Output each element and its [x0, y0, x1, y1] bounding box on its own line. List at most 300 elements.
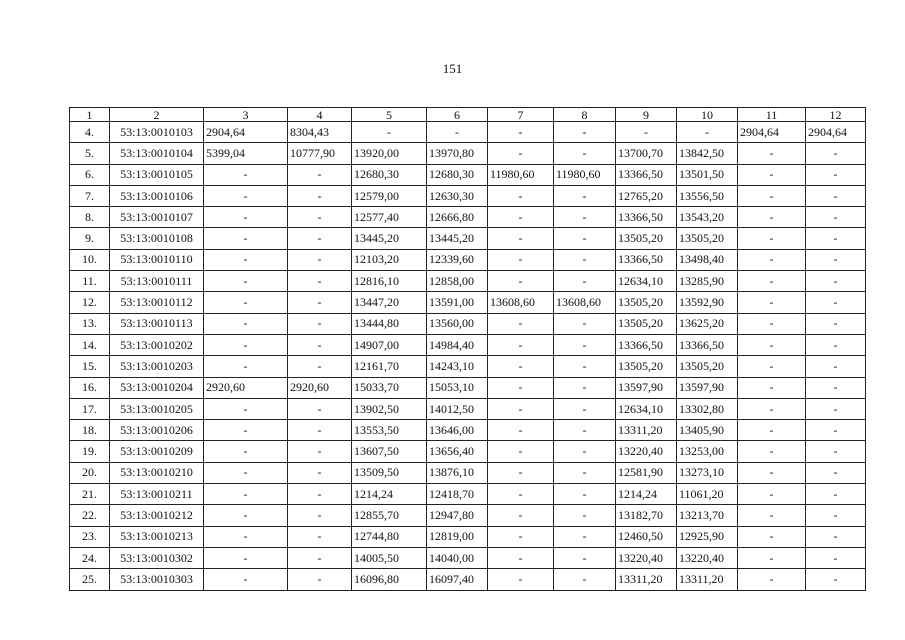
row-number-cell: 24. — [70, 547, 110, 568]
value-cell-col-8: - — [554, 143, 616, 164]
value-cell-col-3: - — [204, 569, 288, 590]
table-row — [70, 122, 866, 143]
value-cell-col-11: - — [738, 356, 806, 377]
value-cell-col-11: - — [738, 547, 806, 568]
table-row — [70, 249, 866, 270]
row-number-cell: 5. — [70, 143, 110, 164]
cadastral-number-cell: 53:13:0010205 — [110, 398, 204, 419]
value-cell-col-6: 14012,50 — [427, 398, 488, 419]
value-cell-col-4: - — [288, 292, 352, 313]
table-row — [70, 185, 866, 206]
table-row — [70, 484, 866, 505]
value-cell-col-3: - — [204, 271, 288, 292]
value-cell-col-4: - — [288, 398, 352, 419]
cadastral-number-cell: 53:13:0010204 — [110, 377, 204, 398]
value-cell-col-12: - — [806, 207, 866, 228]
value-cell-col-8: - — [554, 398, 616, 419]
value-cell-col-7: - — [488, 569, 554, 590]
row-number-cell: 15. — [70, 356, 110, 377]
value-cell-col-6: - — [427, 122, 488, 143]
value-cell-col-7: - — [488, 143, 554, 164]
value-cell-col-6: 12630,30 — [427, 185, 488, 206]
column-header-6: 6 — [427, 108, 488, 122]
row-number-cell: 19. — [70, 441, 110, 462]
value-cell-col-8: 13608,60 — [554, 292, 616, 313]
table-row — [70, 462, 866, 483]
value-cell-col-3: - — [204, 185, 288, 206]
value-cell-col-5: 12579,00 — [352, 185, 427, 206]
row-number-cell: 8. — [70, 207, 110, 228]
value-cell-col-6: 12418,70 — [427, 484, 488, 505]
value-cell-col-10: 13273,10 — [677, 462, 738, 483]
data-table — [69, 107, 866, 591]
value-cell-col-7: - — [488, 398, 554, 419]
value-cell-col-8: - — [554, 484, 616, 505]
value-cell-col-9: 13505,20 — [616, 313, 677, 334]
value-cell-col-9: 13366,50 — [616, 249, 677, 270]
value-cell-col-7: - — [488, 271, 554, 292]
cadastral-number-cell: 53:13:0010213 — [110, 526, 204, 547]
value-cell-col-11: - — [738, 377, 806, 398]
value-cell-col-9: 13505,20 — [616, 356, 677, 377]
value-cell-col-11: 2904,64 — [738, 122, 806, 143]
value-cell-col-3: - — [204, 547, 288, 568]
cadastral-number-cell: 53:13:0010210 — [110, 462, 204, 483]
value-cell-col-8: - — [554, 334, 616, 355]
value-cell-col-8: - — [554, 547, 616, 568]
value-cell-col-8: - — [554, 185, 616, 206]
cadastral-number-cell: 53:13:0010211 — [110, 484, 204, 505]
column-header-1: 1 — [70, 108, 110, 122]
value-cell-col-11: - — [738, 185, 806, 206]
value-cell-col-5: - — [352, 122, 427, 143]
cadastral-number-cell: 53:13:0010113 — [110, 313, 204, 334]
value-cell-col-10: - — [677, 122, 738, 143]
value-cell-col-5: 1214,24 — [352, 484, 427, 505]
value-cell-col-3: 2904,64 — [204, 122, 288, 143]
table-body — [70, 122, 866, 591]
value-cell-col-6: 13591,00 — [427, 292, 488, 313]
value-cell-col-4: - — [288, 334, 352, 355]
value-cell-col-12: - — [806, 569, 866, 590]
value-cell-col-3: - — [204, 228, 288, 249]
value-cell-col-8: 11980,60 — [554, 164, 616, 185]
value-cell-col-10: 13213,70 — [677, 505, 738, 526]
value-cell-col-12: - — [806, 164, 866, 185]
value-cell-col-10: 13592,90 — [677, 292, 738, 313]
value-cell-col-5: 12855,70 — [352, 505, 427, 526]
value-cell-col-9: 12765,20 — [616, 185, 677, 206]
value-cell-col-8: - — [554, 356, 616, 377]
value-cell-col-8: - — [554, 228, 616, 249]
value-cell-col-9: 12581,90 — [616, 462, 677, 483]
value-cell-col-6: 14040,00 — [427, 547, 488, 568]
value-cell-col-3: - — [204, 313, 288, 334]
value-cell-col-4: 10777,90 — [288, 143, 352, 164]
row-number-cell: 13. — [70, 313, 110, 334]
value-cell-col-10: 13625,20 — [677, 313, 738, 334]
table-row — [70, 207, 866, 228]
cadastral-number-cell: 53:13:0010107 — [110, 207, 204, 228]
row-number-cell: 7. — [70, 185, 110, 206]
value-cell-col-10: 13311,20 — [677, 569, 738, 590]
value-cell-col-5: 12744,80 — [352, 526, 427, 547]
value-cell-col-12: - — [806, 441, 866, 462]
value-cell-col-9: - — [616, 122, 677, 143]
value-cell-col-4: - — [288, 207, 352, 228]
value-cell-col-7: - — [488, 484, 554, 505]
row-number-cell: 14. — [70, 334, 110, 355]
value-cell-col-3: - — [204, 526, 288, 547]
value-cell-col-5: 13445,20 — [352, 228, 427, 249]
cadastral-number-cell: 53:13:0010212 — [110, 505, 204, 526]
table-row — [70, 313, 866, 334]
cadastral-number-cell: 53:13:0010106 — [110, 185, 204, 206]
value-cell-col-6: 13560,00 — [427, 313, 488, 334]
value-cell-col-9: 13700,70 — [616, 143, 677, 164]
header-row — [70, 108, 866, 122]
value-cell-col-8: - — [554, 313, 616, 334]
value-cell-col-4: - — [288, 228, 352, 249]
row-number-cell: 22. — [70, 505, 110, 526]
value-cell-col-6: 12858,00 — [427, 271, 488, 292]
value-cell-col-3: - — [204, 292, 288, 313]
table-row — [70, 377, 866, 398]
value-cell-col-11: - — [738, 249, 806, 270]
value-cell-col-4: - — [288, 420, 352, 441]
value-cell-col-7: 11980,60 — [488, 164, 554, 185]
value-cell-col-4: - — [288, 164, 352, 185]
cadastral-number-cell: 53:13:0010103 — [110, 122, 204, 143]
value-cell-col-5: 14907,00 — [352, 334, 427, 355]
value-cell-col-12: - — [806, 484, 866, 505]
value-cell-col-9: 13220,40 — [616, 441, 677, 462]
value-cell-col-11: - — [738, 271, 806, 292]
cadastral-number-cell: 53:13:0010206 — [110, 420, 204, 441]
table-row — [70, 441, 866, 462]
value-cell-col-4: - — [288, 484, 352, 505]
value-cell-col-5: 13444,80 — [352, 313, 427, 334]
value-cell-col-12: - — [806, 249, 866, 270]
value-cell-col-3: - — [204, 164, 288, 185]
value-cell-col-6: 13656,40 — [427, 441, 488, 462]
value-cell-col-12: - — [806, 398, 866, 419]
value-cell-col-7: - — [488, 249, 554, 270]
value-cell-col-12: - — [806, 143, 866, 164]
value-cell-col-7: - — [488, 313, 554, 334]
value-cell-col-6: 12680,30 — [427, 164, 488, 185]
value-cell-col-3: - — [204, 398, 288, 419]
value-cell-col-5: 12680,30 — [352, 164, 427, 185]
value-cell-col-3: - — [204, 207, 288, 228]
value-cell-col-11: - — [738, 334, 806, 355]
table-row — [70, 547, 866, 568]
value-cell-col-5: 14005,50 — [352, 547, 427, 568]
value-cell-col-7: - — [488, 334, 554, 355]
value-cell-col-5: 12161,70 — [352, 356, 427, 377]
value-cell-col-6: 12339,60 — [427, 249, 488, 270]
value-cell-col-9: 1214,24 — [616, 484, 677, 505]
cadastral-number-cell: 53:13:0010202 — [110, 334, 204, 355]
value-cell-col-8: - — [554, 377, 616, 398]
table-row — [70, 526, 866, 547]
value-cell-col-6: 13876,10 — [427, 462, 488, 483]
row-number-cell: 4. — [70, 122, 110, 143]
table-row — [70, 356, 866, 377]
value-cell-col-8: - — [554, 249, 616, 270]
column-header-2: 2 — [110, 108, 204, 122]
value-cell-col-9: 13311,20 — [616, 420, 677, 441]
value-cell-col-11: - — [738, 164, 806, 185]
row-number-cell: 25. — [70, 569, 110, 590]
value-cell-col-3: - — [204, 484, 288, 505]
table-row — [70, 143, 866, 164]
value-cell-col-7: - — [488, 228, 554, 249]
value-cell-col-3: 2920,60 — [204, 377, 288, 398]
value-cell-col-5: 13902,50 — [352, 398, 427, 419]
value-cell-col-5: 13920,00 — [352, 143, 427, 164]
table-row — [70, 164, 866, 185]
value-cell-col-12: - — [806, 377, 866, 398]
value-cell-col-6: 13445,20 — [427, 228, 488, 249]
table-header — [70, 108, 866, 122]
value-cell-col-12: - — [806, 292, 866, 313]
table-row — [70, 292, 866, 313]
value-cell-col-10: 13366,50 — [677, 334, 738, 355]
value-cell-col-10: 13505,20 — [677, 228, 738, 249]
value-cell-col-6: 16097,40 — [427, 569, 488, 590]
value-cell-col-10: 11061,20 — [677, 484, 738, 505]
value-cell-col-10: 13302,80 — [677, 398, 738, 419]
value-cell-col-12: - — [806, 462, 866, 483]
table-row — [70, 398, 866, 419]
row-number-cell: 18. — [70, 420, 110, 441]
value-cell-col-9: 13366,50 — [616, 334, 677, 355]
value-cell-col-4: 2920,60 — [288, 377, 352, 398]
value-cell-col-11: - — [738, 292, 806, 313]
column-header-5: 5 — [352, 108, 427, 122]
value-cell-col-10: 13597,90 — [677, 377, 738, 398]
row-number-cell: 16. — [70, 377, 110, 398]
value-cell-col-9: 12634,10 — [616, 398, 677, 419]
value-cell-col-12: - — [806, 547, 866, 568]
table-row — [70, 228, 866, 249]
value-cell-col-3: - — [204, 334, 288, 355]
value-cell-col-9: 12460,50 — [616, 526, 677, 547]
value-cell-col-4: - — [288, 462, 352, 483]
value-cell-col-9: 13505,20 — [616, 228, 677, 249]
row-number-cell: 6. — [70, 164, 110, 185]
value-cell-col-7: - — [488, 207, 554, 228]
row-number-cell: 10. — [70, 249, 110, 270]
value-cell-col-9: 13505,20 — [616, 292, 677, 313]
value-cell-col-4: - — [288, 569, 352, 590]
value-cell-col-5: 13553,50 — [352, 420, 427, 441]
value-cell-col-3: 5399,04 — [204, 143, 288, 164]
row-number-cell: 9. — [70, 228, 110, 249]
value-cell-col-4: - — [288, 547, 352, 568]
value-cell-col-12: - — [806, 505, 866, 526]
table-row — [70, 334, 866, 355]
value-cell-col-4: 8304,43 — [288, 122, 352, 143]
cadastral-number-cell: 53:13:0010203 — [110, 356, 204, 377]
value-cell-col-11: - — [738, 505, 806, 526]
value-cell-col-9: 12634,10 — [616, 271, 677, 292]
cadastral-number-cell: 53:13:0010108 — [110, 228, 204, 249]
value-cell-col-5: 13447,20 — [352, 292, 427, 313]
cadastral-number-cell: 53:13:0010104 — [110, 143, 204, 164]
value-cell-col-11: - — [738, 207, 806, 228]
value-cell-col-5: 13509,50 — [352, 462, 427, 483]
value-cell-col-8: - — [554, 441, 616, 462]
value-cell-col-4: - — [288, 249, 352, 270]
value-cell-col-3: - — [204, 441, 288, 462]
value-cell-col-12: - — [806, 420, 866, 441]
value-cell-col-7: - — [488, 505, 554, 526]
cadastral-number-cell: 53:13:0010302 — [110, 547, 204, 568]
value-cell-col-6: 13970,80 — [427, 143, 488, 164]
value-cell-col-12: - — [806, 228, 866, 249]
value-cell-col-5: 12816,10 — [352, 271, 427, 292]
value-cell-col-9: 13220,40 — [616, 547, 677, 568]
cadastral-number-cell: 53:13:0010110 — [110, 249, 204, 270]
value-cell-col-3: - — [204, 356, 288, 377]
value-cell-col-6: 14984,40 — [427, 334, 488, 355]
value-cell-col-6: 13646,00 — [427, 420, 488, 441]
value-cell-col-6: 14243,10 — [427, 356, 488, 377]
column-header-10: 10 — [677, 108, 738, 122]
value-cell-col-9: 13366,50 — [616, 207, 677, 228]
value-cell-col-7: - — [488, 420, 554, 441]
value-cell-col-7: - — [488, 356, 554, 377]
row-number-cell: 12. — [70, 292, 110, 313]
column-header-9: 9 — [616, 108, 677, 122]
value-cell-col-10: 12925,90 — [677, 526, 738, 547]
value-cell-col-7: - — [488, 526, 554, 547]
value-cell-col-3: - — [204, 462, 288, 483]
column-header-7: 7 — [488, 108, 554, 122]
value-cell-col-6: 12819,00 — [427, 526, 488, 547]
value-cell-col-11: - — [738, 484, 806, 505]
value-cell-col-3: - — [204, 420, 288, 441]
value-cell-col-10: 13220,40 — [677, 547, 738, 568]
value-cell-col-4: - — [288, 526, 352, 547]
value-cell-col-7: - — [488, 122, 554, 143]
value-cell-col-6: 12947,80 — [427, 505, 488, 526]
cadastral-number-cell: 53:13:0010105 — [110, 164, 204, 185]
value-cell-col-7: 13608,60 — [488, 292, 554, 313]
column-header-4: 4 — [288, 108, 352, 122]
value-cell-col-5: 12103,20 — [352, 249, 427, 270]
value-cell-col-8: - — [554, 505, 616, 526]
value-cell-col-7: - — [488, 185, 554, 206]
column-header-3: 3 — [204, 108, 288, 122]
value-cell-col-5: 12577,40 — [352, 207, 427, 228]
value-cell-col-12: - — [806, 185, 866, 206]
value-cell-col-7: - — [488, 547, 554, 568]
column-header-11: 11 — [738, 108, 806, 122]
value-cell-col-4: - — [288, 313, 352, 334]
row-number-cell: 23. — [70, 526, 110, 547]
value-cell-col-10: 13842,50 — [677, 143, 738, 164]
value-cell-col-12: - — [806, 271, 866, 292]
value-cell-col-4: - — [288, 356, 352, 377]
page-number: 151 — [442, 61, 463, 76]
value-cell-col-4: - — [288, 505, 352, 526]
value-cell-col-5: 16096,80 — [352, 569, 427, 590]
value-cell-col-8: - — [554, 271, 616, 292]
value-cell-col-12: - — [806, 526, 866, 547]
row-number-cell: 21. — [70, 484, 110, 505]
value-cell-col-11: - — [738, 441, 806, 462]
cadastral-number-cell: 53:13:0010303 — [110, 569, 204, 590]
value-cell-col-5: 13607,50 — [352, 441, 427, 462]
value-cell-col-3: - — [204, 505, 288, 526]
value-cell-col-12: - — [806, 313, 866, 334]
value-cell-col-11: - — [738, 398, 806, 419]
value-cell-col-11: - — [738, 569, 806, 590]
value-cell-col-11: - — [738, 313, 806, 334]
value-cell-col-11: - — [738, 228, 806, 249]
value-cell-col-8: - — [554, 420, 616, 441]
value-cell-col-4: - — [288, 271, 352, 292]
value-cell-col-12: 2904,64 — [806, 122, 866, 143]
value-cell-col-10: 13501,50 — [677, 164, 738, 185]
row-number-cell: 17. — [70, 398, 110, 419]
value-cell-col-8: - — [554, 526, 616, 547]
value-cell-col-10: 13498,40 — [677, 249, 738, 270]
value-cell-col-10: 13285,90 — [677, 271, 738, 292]
value-cell-col-12: - — [806, 334, 866, 355]
table-row — [70, 271, 866, 292]
value-cell-col-11: - — [738, 462, 806, 483]
value-cell-col-6: 12666,80 — [427, 207, 488, 228]
value-cell-col-9: 13311,20 — [616, 569, 677, 590]
value-cell-col-3: - — [204, 249, 288, 270]
value-cell-col-10: 13556,50 — [677, 185, 738, 206]
value-cell-col-11: - — [738, 420, 806, 441]
row-number-cell: 20. — [70, 462, 110, 483]
value-cell-col-9: 13597,90 — [616, 377, 677, 398]
row-number-cell: 11. — [70, 271, 110, 292]
value-cell-col-9: 13366,50 — [616, 164, 677, 185]
cadastral-number-cell: 53:13:0010112 — [110, 292, 204, 313]
value-cell-col-7: - — [488, 462, 554, 483]
value-cell-col-9: 13182,70 — [616, 505, 677, 526]
value-cell-col-8: - — [554, 569, 616, 590]
column-header-8: 8 — [554, 108, 616, 122]
value-cell-col-4: - — [288, 185, 352, 206]
value-cell-col-7: - — [488, 377, 554, 398]
table-row — [70, 505, 866, 526]
value-cell-col-5: 15033,70 — [352, 377, 427, 398]
value-cell-col-7: - — [488, 441, 554, 462]
table-row — [70, 420, 866, 441]
value-cell-col-10: 13405,90 — [677, 420, 738, 441]
value-cell-col-8: - — [554, 122, 616, 143]
value-cell-col-4: - — [288, 441, 352, 462]
value-cell-col-11: - — [738, 143, 806, 164]
value-cell-col-10: 13505,20 — [677, 356, 738, 377]
value-cell-col-11: - — [738, 526, 806, 547]
value-cell-col-10: 13253,00 — [677, 441, 738, 462]
value-cell-col-8: - — [554, 462, 616, 483]
value-cell-col-6: 15053,10 — [427, 377, 488, 398]
column-header-12: 12 — [806, 108, 866, 122]
table-row — [70, 569, 866, 590]
value-cell-col-8: - — [554, 207, 616, 228]
value-cell-col-12: - — [806, 356, 866, 377]
